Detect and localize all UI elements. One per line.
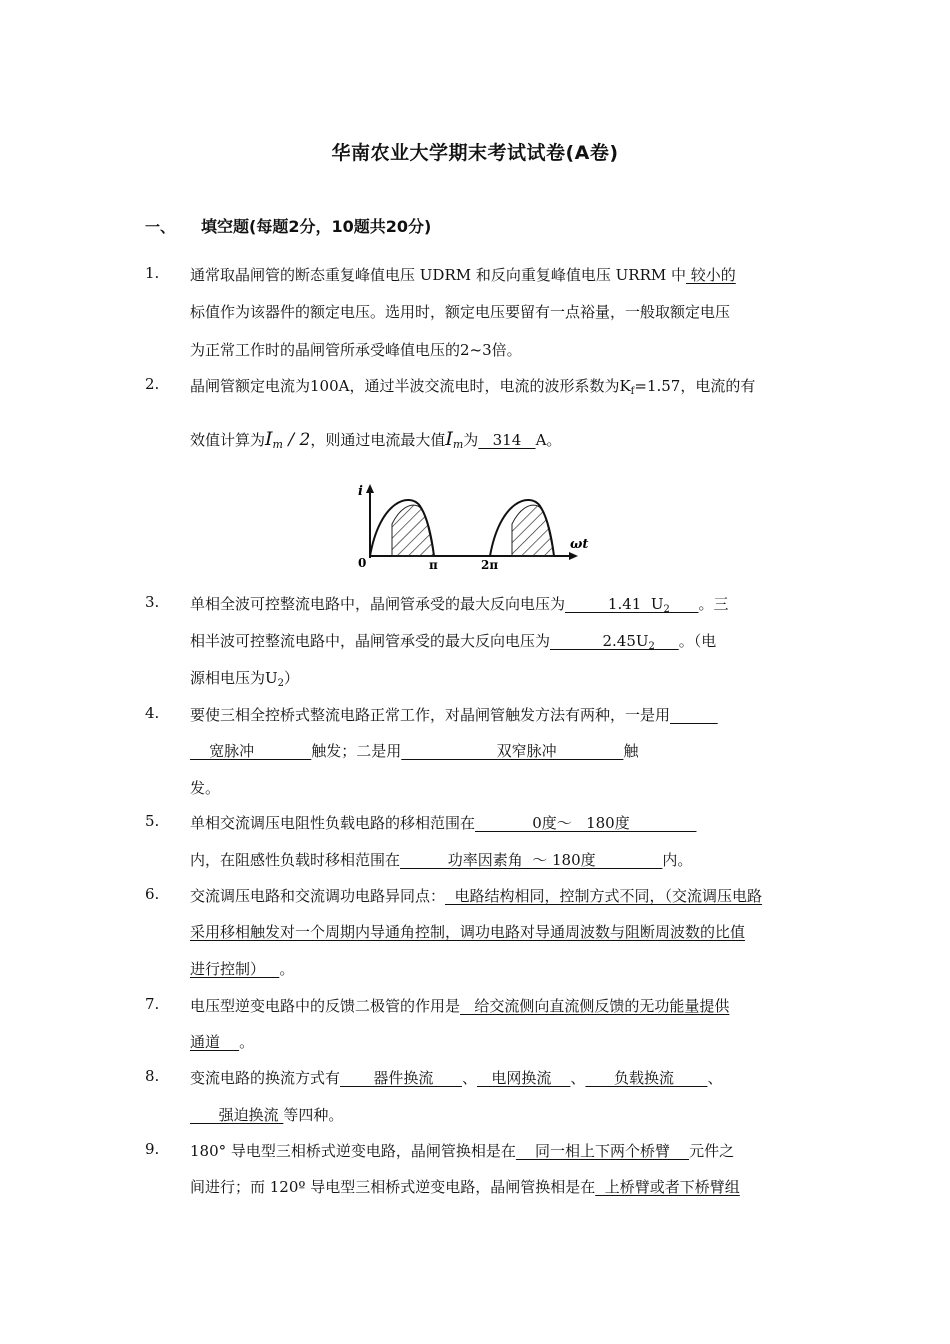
text: 要使三相全控桥式整流电路正常工作，对晶闸管触发方法有两种，一是用 (190, 706, 671, 724)
text: 触 (623, 742, 639, 760)
answer-blank: 0度～ 180度 (475, 814, 697, 832)
text: 。 (279, 960, 295, 978)
section-label: 填空题(每题2分，10题共20分) (201, 217, 432, 236)
question-line (190, 885, 810, 906)
answer-blank: 宽脉冲 (190, 742, 312, 760)
question-line: 发。 (190, 779, 221, 797)
answer-blank: 强迫换流 (190, 1106, 284, 1124)
text: 通常取晶闸管的断态重复峰值电压 UDRM 和反向重复峰值电压 URRM 中 (190, 266, 686, 284)
question-line (190, 1031, 810, 1052)
answer-blank: 给交流侧向直流侧反馈的无功能量提供 (460, 997, 730, 1015)
text: A。 (535, 431, 562, 449)
question-line (190, 740, 810, 761)
tick-pi: π (429, 558, 438, 572)
question-line (190, 593, 810, 614)
exam-title: 华南农业大学期末考试试卷(A卷) (331, 142, 619, 164)
text: 单相全波可控整流电路中，晶闸管承受的最大反向电压为 (190, 595, 566, 613)
answer-blank: 1.41 $U_2$ (565, 595, 670, 615)
question-line (190, 428, 810, 451)
answer-blank: 采用移相触发对一个周期内导通角控制，调功电路对导通周波数与阻断周波数的比值 (190, 923, 746, 941)
question-number: 8. (145, 1067, 160, 1085)
question-line: 源相电压为$U_2$） (190, 669, 300, 689)
question-number: 9. (145, 1140, 160, 1158)
question-line (190, 849, 810, 870)
answer-blank (670, 706, 718, 724)
text: 单相交流调压电阻性负载电路的移相范围在 (190, 814, 476, 832)
section-heading (145, 214, 431, 237)
y-arrow (366, 484, 374, 493)
answer-blank: 器件换流 (340, 1069, 463, 1087)
question-number: 3. (145, 593, 160, 611)
answer-blank: 通道 (190, 1033, 240, 1051)
text: 效值计算为 (190, 431, 266, 449)
text: 相半波可控整流电路中，晶闸管承受的最大反向电压为 (190, 632, 551, 650)
question-line (190, 958, 810, 979)
origin-label: 0 (358, 556, 367, 570)
tick-2pi: 2π (481, 558, 499, 572)
question-number: 7. (145, 995, 160, 1013)
text: 180° 导电型三相桥式逆变电路，晶闸管换相是在 (190, 1142, 516, 1160)
text: 。三 (698, 595, 729, 613)
question-line (190, 704, 810, 725)
answer-blank: 上桥臂或者下桥臂组 (595, 1178, 740, 1196)
question-line (190, 1176, 810, 1197)
question-line: 标值作为该器件的额定电压。选用时，额定电压要留有一点裕量，一般取额定电压 (190, 303, 731, 321)
subscript: f (630, 386, 635, 397)
question-number: 2. (145, 375, 160, 393)
answer-blank: 进行控制） (190, 960, 280, 978)
text: 晶闸管额定电流为100A，通过半波交流电时，电流的波形系数为K (190, 377, 631, 395)
conduction-area-2 (512, 505, 554, 556)
text: ） (284, 669, 300, 687)
text: 电压型逆变电路中的反馈二极管的作用是 (190, 997, 461, 1015)
text: 源相电压为U (190, 669, 278, 687)
section-number: 一、 (145, 218, 176, 236)
math-symbol: I (265, 428, 273, 450)
text: 为 (463, 431, 479, 449)
half-wave-current-figure (350, 478, 600, 573)
answer-blank: 同一相上下两个桥臂 (515, 1142, 690, 1160)
x-arrow (569, 552, 578, 560)
question-number: 4. (145, 704, 160, 722)
question-line (190, 1104, 810, 1125)
text: 。（电 (678, 632, 717, 650)
text: 交流调压电路和交流调功电路异同点： (190, 887, 446, 905)
text: 变流电路的换流方式有 (190, 1069, 341, 1087)
question-line (190, 375, 810, 396)
text: 触发；二是用 (311, 742, 402, 760)
answer-blank: 功率因素角 ～ 180度 (400, 851, 663, 869)
question-line (190, 921, 810, 942)
question-line (190, 264, 810, 285)
text: 元件之 (689, 1142, 735, 1160)
question-line (190, 812, 810, 833)
text: 。 (239, 1033, 255, 1051)
question-line (190, 995, 810, 1016)
answer-blank: 电网换流 (477, 1069, 571, 1087)
text: =1.57，电流的有 (634, 377, 756, 395)
conduction-area-1 (392, 505, 434, 556)
math-subscript: m (272, 438, 283, 451)
question-line (190, 630, 810, 651)
question-line: 为正常工作时的晶闸管所承受峰值电压的2~3倍。 (190, 341, 522, 359)
math-subscript: m (452, 438, 464, 451)
answer-blank: 负载换流 (585, 1069, 708, 1087)
text: 间进行；而 120º 导电型三相桥式逆变电路，晶闸管换相是在 (190, 1178, 596, 1196)
question-number: 5. (145, 812, 160, 830)
text: 内，在阻感性负载时移相范围在 (190, 851, 401, 869)
math-symbol: I (445, 428, 453, 450)
answer-blank: $2.45U_2$ (550, 632, 655, 652)
axis-label-wt: ωt (570, 537, 589, 552)
answer-blank: 双窄脉冲 (401, 742, 624, 760)
axis-label-i: i (358, 484, 363, 499)
answer-blank: 314 (478, 431, 536, 449)
text: 内。 (662, 851, 693, 869)
math-text: / 2 (282, 430, 311, 450)
answer-blank: 较小的 (685, 266, 736, 284)
question-line: 变流电路的换流方式有 器件换流 、 电网换流 、 负载换流 、 (190, 1069, 723, 1087)
question-number: 1. (145, 264, 160, 282)
text: 等四种。 (283, 1106, 344, 1124)
answer-blank: 电路结构相同，控制方式不同，（交流调压电路 (445, 887, 763, 905)
text: ，则通过电流最大值 (310, 431, 446, 449)
question-line (190, 1140, 810, 1161)
question-number: 6. (145, 885, 160, 903)
